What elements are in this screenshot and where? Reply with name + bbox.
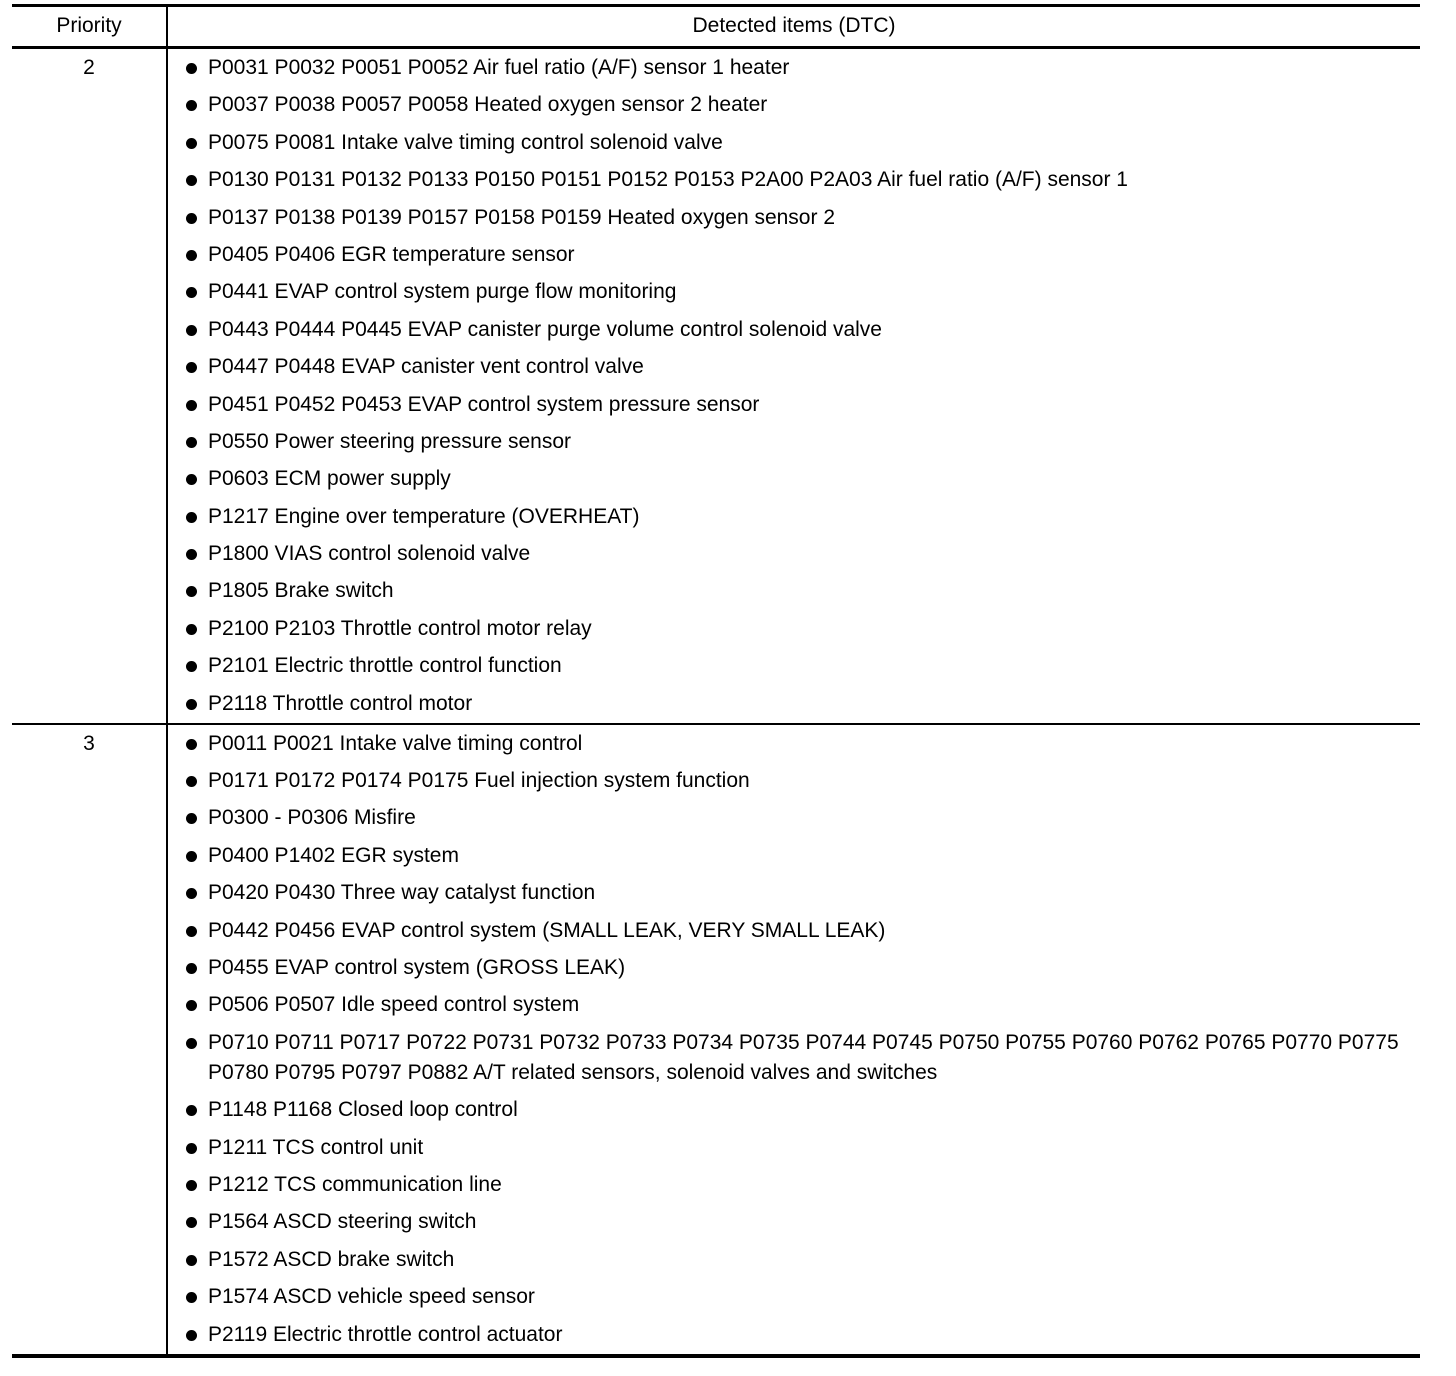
bullet-icon [186, 661, 197, 672]
list-item [184, 576, 1412, 606]
bullet-icon [186, 1105, 197, 1116]
dtc-item-text: P0451 P0452 P0453 EVAP control system pressure sensor [208, 392, 760, 416]
dtc-list [184, 53, 1412, 719]
dtc-item-text: P0011 P0021 Intake valve timing control [208, 731, 583, 755]
bullet-icon [186, 362, 197, 373]
detected-items-column-header: Detected items (DTC) [692, 14, 896, 37]
list-item [184, 614, 1412, 644]
list-item [184, 689, 1412, 719]
list-item [184, 390, 1412, 420]
bullet-icon [186, 624, 197, 635]
bullet-icon [186, 739, 197, 750]
bullet-icon [186, 512, 197, 523]
dtc-item-text: P1148 P1168 Closed loop control [208, 1098, 518, 1122]
bullet-icon [186, 63, 197, 74]
list-item [184, 729, 1412, 759]
list-item [184, 1028, 1412, 1088]
dtc-item-text: P2118 Throttle control motor [208, 691, 473, 715]
list-item [184, 1207, 1412, 1237]
detected-items-cell [168, 49, 1420, 723]
bullet-icon [186, 250, 197, 261]
list-item [184, 651, 1412, 681]
dtc-item-text: P0447 P0448 EVAP canister vent control valve [208, 355, 644, 379]
bullet-icon [186, 963, 197, 974]
bullet-icon [186, 776, 197, 787]
dtc-item-text: P1212 TCS communication line [208, 1172, 502, 1196]
list-item [184, 1282, 1412, 1312]
list-item [184, 315, 1412, 345]
table-row [12, 723, 1420, 1354]
detected-items-cell [168, 725, 1420, 1354]
bullet-icon [186, 1255, 197, 1266]
list-item [184, 841, 1412, 871]
table-row [12, 49, 1420, 723]
dtc-item-text: P0400 P1402 EGR system [208, 843, 459, 867]
bullet-icon [186, 437, 197, 448]
list-item [184, 277, 1412, 307]
list-item [184, 203, 1412, 233]
list-item [184, 766, 1412, 796]
dtc-item-text: P2100 P2103 Throttle control motor relay [208, 616, 592, 640]
list-item [184, 464, 1412, 494]
dtc-item-text: P0171 P0172 P0174 P0175 Fuel injection system function [208, 769, 750, 793]
dtc-item-text: P0443 P0444 P0445 EVAP canister purge volume control solenoid valve [208, 317, 882, 341]
dtc-item-text: P1574 ASCD vehicle speed sensor [208, 1285, 535, 1309]
bullet-icon [186, 1000, 197, 1011]
dtc-item-text: P0031 P0032 P0051 P0052 Air fuel ratio (A/F) sensor 1 heater [208, 56, 790, 79]
bullet-icon [186, 175, 197, 186]
dtc-priority-table [12, 4, 1420, 1358]
list-item [184, 803, 1412, 833]
list-item [184, 165, 1412, 195]
dtc-item-text: P0300 - P0306 Misfire [208, 806, 416, 830]
dtc-item-text: P0710 P0711 P0717 P0722 P0731 P0732 P0733 P0734 P0735 P0744 P0745 P0750 P0755 P0760 P0762 P0765 P0770 P0775 P0780 P0795 P0797 P0882 A/T related sensors, solenoid valves and switches [208, 1030, 1399, 1084]
priority-cell: 3 [12, 725, 168, 1354]
list-item [184, 427, 1412, 457]
list-item [184, 1095, 1412, 1125]
dtc-item-text: P0075 P0081 Intake valve timing control solenoid valve [208, 130, 723, 154]
list-item [184, 1133, 1412, 1163]
list-item [184, 1320, 1412, 1350]
dtc-item-text: P0037 P0038 P0057 P0058 Heated oxygen sensor 2 heater [208, 93, 768, 117]
dtc-list [184, 729, 1412, 1350]
dtc-item-text: P0420 P0430 Three way catalyst function [208, 881, 596, 905]
dtc-item-text: P0405 P0406 EGR temperature sensor [208, 242, 575, 266]
dtc-item-text: P0137 P0138 P0139 P0157 P0158 P0159 Heated oxygen sensor 2 [208, 205, 835, 229]
bullet-icon [186, 1038, 197, 1049]
list-item [184, 1245, 1412, 1275]
list-item [184, 53, 1412, 83]
dtc-item-text: P0441 EVAP control system purge flow monitoring [208, 280, 677, 304]
bullet-icon [186, 325, 197, 336]
bullet-icon [186, 400, 197, 411]
list-item [184, 502, 1412, 532]
list-item [184, 953, 1412, 983]
bullet-icon [186, 851, 197, 862]
list-item [184, 916, 1412, 946]
dtc-item-text: P2119 Electric throttle control actuator [208, 1322, 563, 1346]
dtc-item-text: P0550 Power steering pressure sensor [208, 429, 572, 453]
dtc-item-text: P1572 ASCD brake switch [208, 1247, 455, 1271]
list-item [184, 878, 1412, 908]
list-item [184, 240, 1412, 270]
bullet-icon [186, 1217, 197, 1228]
dtc-item-text: P1211 TCS control unit [208, 1135, 424, 1159]
bullet-icon [186, 213, 197, 224]
list-item [184, 1170, 1412, 1200]
bullet-icon [186, 813, 197, 824]
bullet-icon [186, 138, 197, 149]
list-item [184, 352, 1412, 382]
priority-column-header: Priority [12, 7, 168, 46]
dtc-item-text: P0442 P0456 EVAP control system (SMALL LEAK, VERY SMALL LEAK) [208, 918, 886, 942]
bullet-icon [186, 474, 197, 485]
bullet-icon [186, 699, 197, 710]
dtc-item-text: P0603 ECM power supply [208, 467, 451, 491]
priority-cell: 2 [12, 49, 168, 723]
dtc-item-text: P1800 VIAS control solenoid valve [208, 542, 531, 566]
bullet-icon [186, 1180, 197, 1191]
list-item [184, 539, 1412, 569]
bullet-icon [186, 926, 197, 937]
dtc-item-text: P1805 Brake switch [208, 579, 394, 603]
bullet-icon [186, 1330, 197, 1341]
list-item [184, 90, 1412, 120]
bullet-icon [186, 1292, 197, 1303]
bullet-icon [186, 287, 197, 298]
list-item [184, 990, 1412, 1020]
bullet-icon [186, 888, 197, 899]
bullet-icon [186, 1143, 197, 1154]
dtc-item-text: P0130 P0131 P0132 P0133 P0150 P0151 P0152 P0153 P2A00 P2A03 Air fuel ratio (A/F) sensor 1 [208, 168, 1128, 192]
list-item [184, 128, 1412, 158]
bullet-icon [186, 549, 197, 560]
dtc-item-text: P1564 ASCD steering switch [208, 1210, 477, 1234]
dtc-item-text: P1217 Engine over temperature (OVERHEAT) [208, 504, 640, 528]
dtc-item-text: P0455 EVAP control system (GROSS LEAK) [208, 955, 626, 979]
dtc-item-text: P2101 Electric throttle control function [208, 654, 562, 678]
bullet-icon [186, 586, 197, 597]
table-header-row [12, 7, 1420, 49]
dtc-item-text: P0506 P0507 Idle speed control system [208, 993, 580, 1017]
bullet-icon [186, 100, 197, 111]
